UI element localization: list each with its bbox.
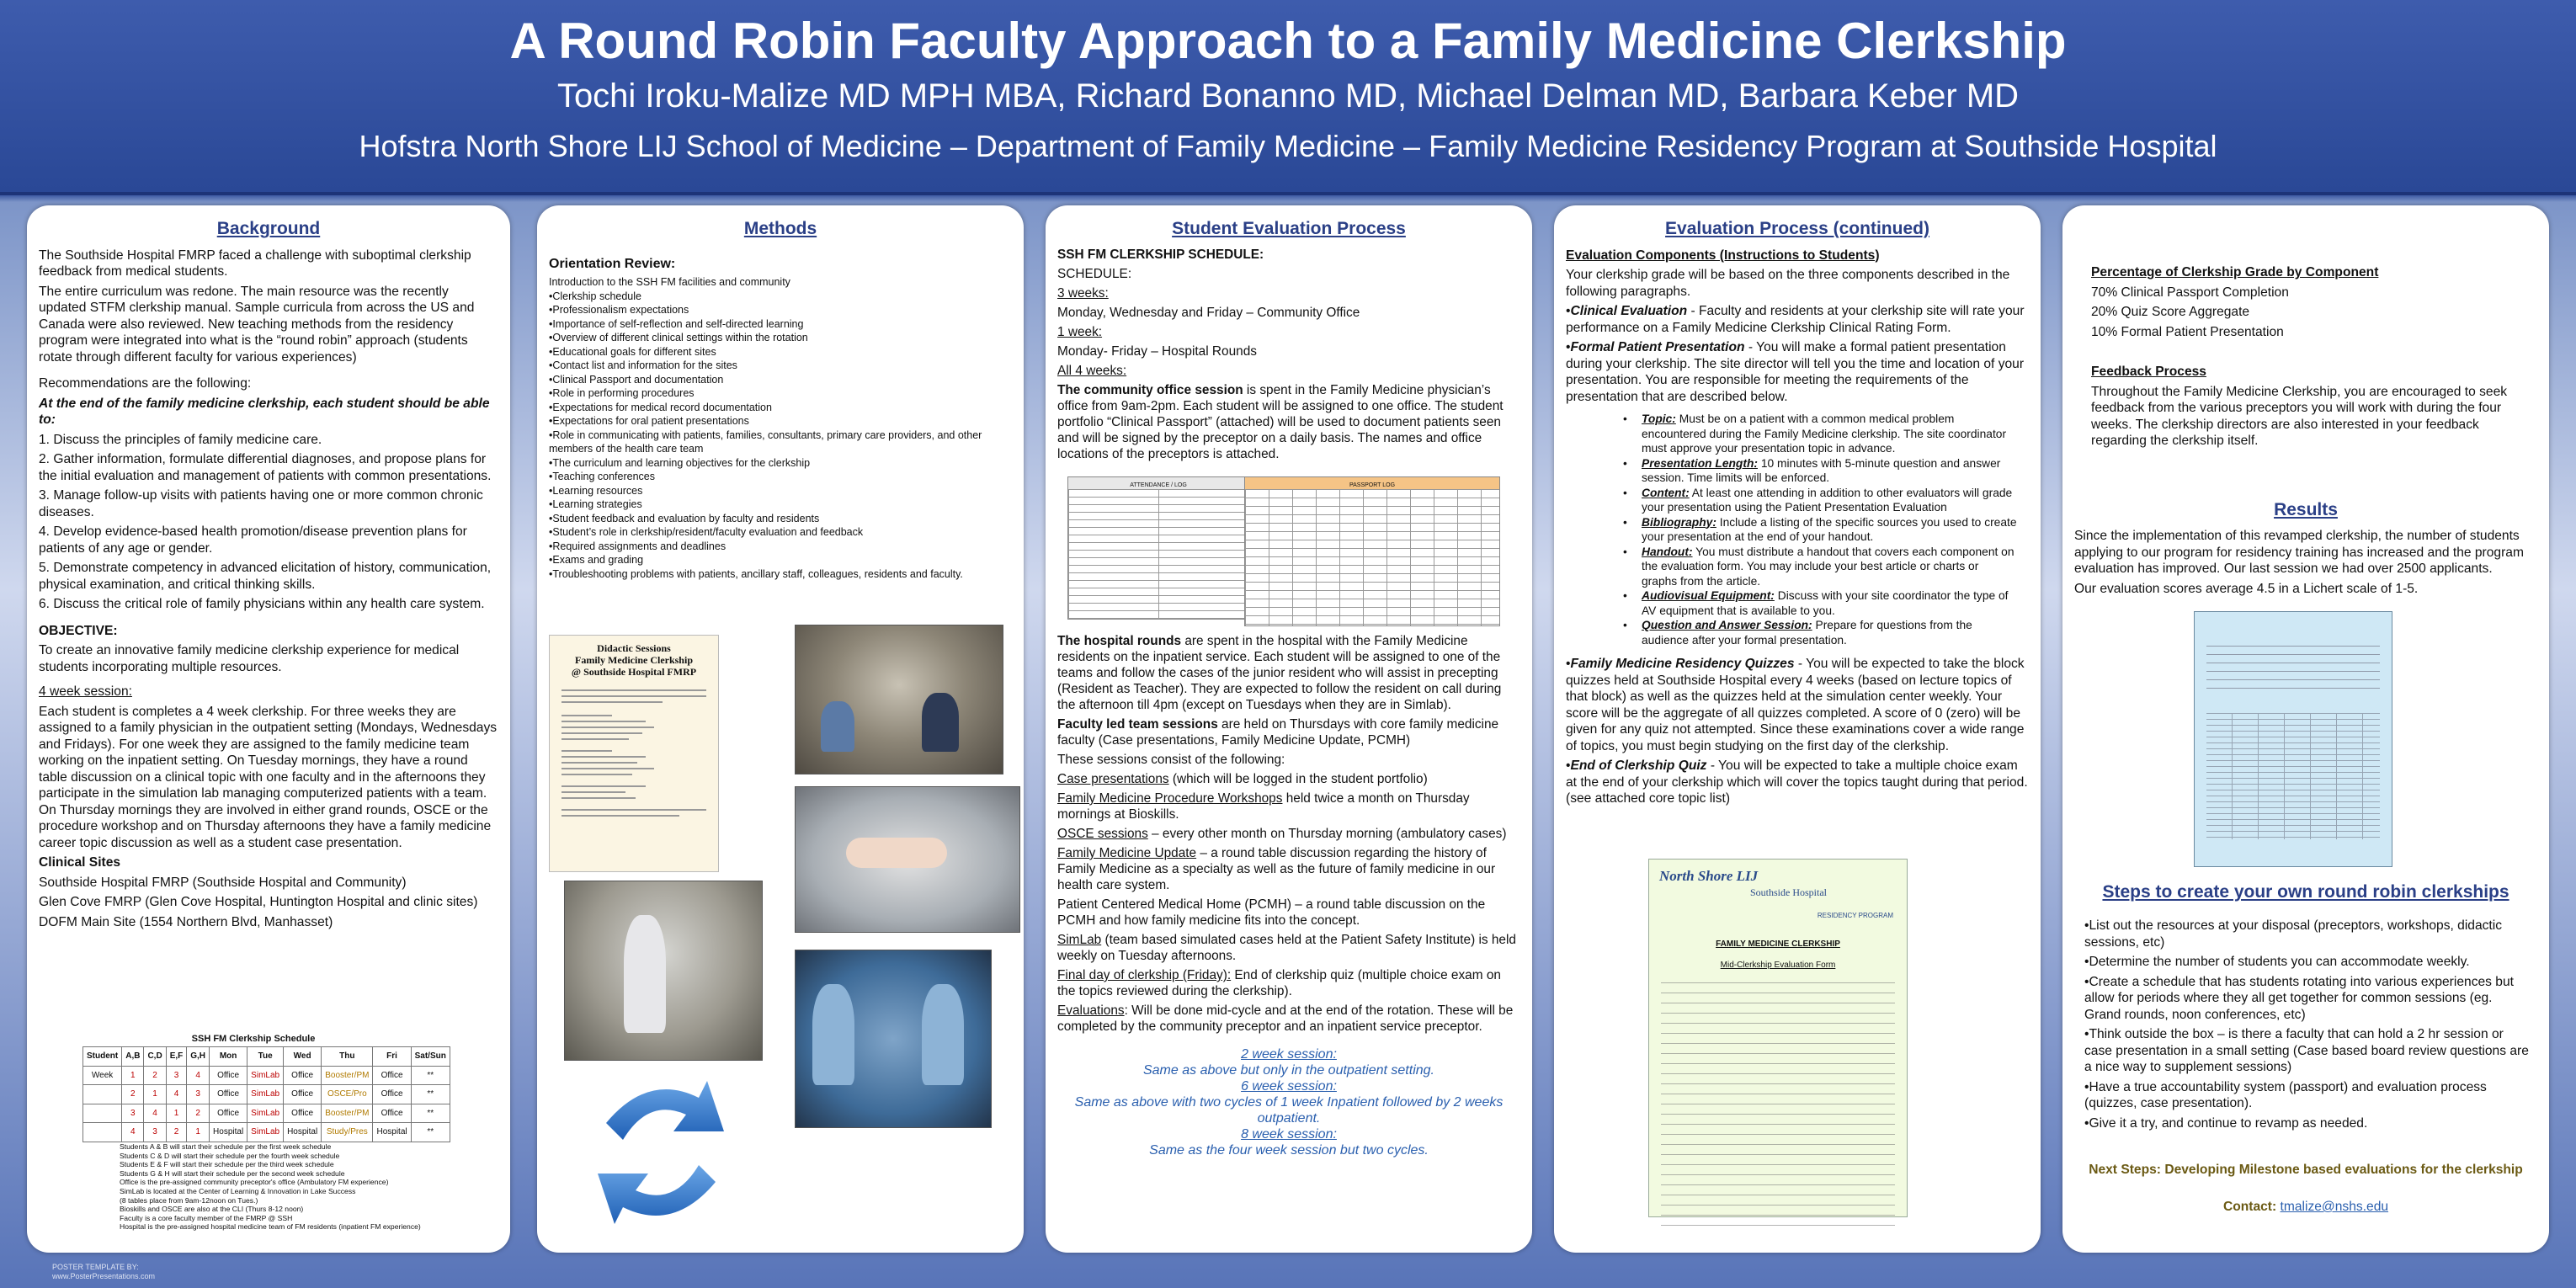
schedule-cell: **	[411, 1085, 450, 1104]
fm-update	[1057, 845, 1520, 893]
final-day	[1057, 967, 1520, 999]
site-item: Glen Cove FMRP (Glen Cove Hospital, Huntington Hospital and clinic sites)	[39, 895, 478, 909]
community-bold: The community office session	[1057, 383, 1243, 397]
form-brand: North Shore LIJ	[1659, 868, 1759, 884]
attendance-sheet-image	[1067, 476, 1249, 620]
requirement-item	[1642, 515, 2017, 545]
schedule-col: Student	[83, 1047, 122, 1067]
simlab-text: (team based simulated cases held at the Patient Safety Institute) is held weekly on Tuesday afternoons.	[1057, 933, 1516, 963]
schedule-cell: **	[411, 1066, 450, 1085]
requirement-text: At least one attending in addition to other evaluators will grade your presentation using the Patient Presentation Evaluation	[1642, 486, 2013, 514]
schedule-col: Sat/Sun	[411, 1047, 450, 1067]
didactic-sessions-document	[549, 635, 719, 872]
schedule-row	[83, 1104, 450, 1123]
requirement-item	[1642, 412, 2017, 456]
orientation-item: •Role in performing procedures	[549, 387, 695, 399]
sheet2-title: PASSPORT LOG	[1245, 477, 1499, 489]
requirement-label: Bibliography:	[1642, 515, 1716, 529]
quiz-label: Family Medicine Residency Quizzes	[1570, 657, 1795, 671]
quiz-text: - You will be expected to take the block quizzes held at Southside Hospital every 4 weeks (based on lecture topics of that block) as well as the quizzes held at the simulation center weekly. Your score will be the aggregate of all quizzes completed. A score of 0 (zero) will be given for any quiz not attempted. Since these examinations cover a wide range of topics, you must begin studying on the first day of the clerkship.	[1566, 657, 2025, 753]
eight-week-text: Same as the four week session but two cycles.	[1149, 1143, 1429, 1158]
rec-item: 6. Discuss the critical role of family physicians within any health care system.	[39, 597, 485, 611]
clinical-text: - Faculty and residents at your clerkship site will rate your performance on a Family Medicine Clerkship Clinical Rating Form.	[1566, 304, 2025, 335]
evaluation-summary-image	[2194, 611, 2392, 867]
results-text: Since the implementation of this revamped clerkship, the number of students applying to our program for residency training has increased and the program evaluation has improved. Our last session we had over 2500 applicants.	[2074, 529, 2524, 576]
schedule-cell: 4	[166, 1085, 187, 1104]
background-p2: The entire curriculum was redone. The main resource was the recently updated STFM clerkship manual. Sample curricula from across the US and Canada were also reviewed. New teaching methods from the residency program were integrated into what is the “round robin” approach (students rotate through different faculty for various experiences)	[39, 284, 475, 365]
hospital-bold: The hospital rounds	[1057, 634, 1182, 648]
orientation-heading: Orientation Review:	[549, 256, 676, 271]
results-panel	[2062, 205, 2549, 1253]
schedule-cell: 1	[144, 1085, 166, 1104]
schedule-cell: 1	[166, 1104, 187, 1123]
schedule-cell: 3	[144, 1123, 166, 1142]
final-text: End of clerkship quiz (multiple choice exam on the topics reviewed during the clerkship).	[1057, 968, 1501, 998]
eval-cont-heading: Evaluation Process (continued)	[1665, 219, 1929, 238]
end-quiz-label: End of Clerkship Quiz	[1570, 758, 1707, 773]
results-heading: Results	[2274, 499, 2338, 519]
faculty-sessions	[1057, 716, 1520, 748]
sheet1-title: ATTENDANCE / LOG	[1068, 477, 1248, 489]
mid-clerkship-evaluation-form	[1648, 859, 1908, 1217]
schedule-note: Bioskills and OSCE are also at the CLI (Thurs 8-12 noon)	[120, 1205, 304, 1214]
simulation-lab-photo	[795, 786, 1020, 933]
requirement-item	[1642, 456, 2017, 486]
case-text: (which will be logged in the student portfolio)	[1168, 772, 1428, 786]
two-week-heading: 2 week session:	[1241, 1047, 1337, 1062]
grade-components	[2091, 264, 2537, 450]
schedule-cell: **	[411, 1123, 450, 1142]
orientation-item: •Expectations for medical record documentation	[549, 401, 772, 413]
schedule-table	[82, 1046, 450, 1142]
site-item: DOFM Main Site (1554 Northern Blvd, Manhasset)	[39, 914, 333, 929]
rec-item: 4. Develop evidence-based health promotion/disease prevention plans for patients of any age or gender.	[39, 524, 467, 556]
contact-label: Contact:	[2222, 1200, 2281, 1214]
requirement-label: Question and Answer Session:	[1642, 619, 1812, 631]
form-program: RESIDENCY PROGRAM	[1817, 912, 1893, 919]
step-item: •Create a schedule that has students rotating into various experiences but allow for periods where they all get together for common sessions (eg. Grand rounds, noon conferences, etc)	[2084, 974, 2514, 1022]
clerkship-schedule-heading: SSH FM CLERKSHIP SCHEDULE:	[1057, 247, 1264, 262]
hospital-rounds	[1057, 633, 1520, 713]
two-week-text: Same as above but only in the outpatient setting.	[1142, 1063, 1434, 1078]
eight-week-heading: 8 week session:	[1241, 1127, 1337, 1142]
form-brand2: Southside Hospital	[1750, 886, 1828, 898]
final-label: Final day of clerkship (Friday):	[1057, 968, 1232, 982]
didactic-title: Didactic Sessions	[597, 642, 671, 654]
form-subtitle: Mid-Clerkship Evaluation Form	[1720, 961, 1836, 970]
rec-item: 3. Manage follow-up visits with patients having one or more common chronic diseases.	[39, 488, 483, 519]
osce-label: OSCE sessions	[1057, 827, 1148, 841]
procedure-workshop-photo	[795, 950, 992, 1128]
formal-text: - You will make a formal patient presentation during your clerkship. The site director will tell you the time and location of your presentation. You are responsible for meeting the requirements of the presentation that are described below.	[1566, 340, 2025, 404]
schedule-cell: 1	[187, 1123, 210, 1142]
schedule-cell: 2	[166, 1123, 187, 1142]
didactic-sub2: @ Southside Hospital FMRP	[571, 666, 697, 678]
schedule-col: G,H	[187, 1047, 210, 1067]
update-label: Family Medicine Update	[1057, 846, 1197, 860]
schedule-col: A,B	[122, 1047, 144, 1067]
schedule-note: Faculty is a core faculty member of the FMRP @ SSH	[120, 1213, 293, 1222]
orientation-item: •Exams and grading	[549, 554, 644, 566]
requirement-text: You must distribute a handout that covers each component on the evaluation form. You may include your best article or charts or graphs from the article.	[1642, 545, 2014, 588]
schedule-figure	[82, 1033, 446, 1243]
contact-line	[2074, 1199, 2537, 1216]
clinical-evaluation: •Clinical Evaluation - Faculty and residents at your clerkship site will rate your performance on a Family Medicine Clerkship Clinical Rating Form.	[1566, 304, 2025, 335]
components-intro: Your clerkship grade will be based on the three components described in the following paragraphs.	[1566, 268, 2010, 299]
orientation-item: •Role in communicating with patients, families, consultants, primary care providers, and other members of the health care team	[549, 428, 982, 455]
student-eval-body	[1057, 633, 1520, 1158]
orientation-item: •Troubleshooting problems with patients, ancillary staff, colleagues, residents and faculty.	[549, 567, 963, 580]
rec-item: 5. Demonstrate competency in advanced elicitation of history, communication, physical examination, and critical thinking skills.	[39, 561, 492, 592]
six-week-text: Same as above with two cycles of 1 week Inpatient followed by 2 weeks outpatient.	[1074, 1095, 1504, 1126]
schedule-row	[83, 1066, 450, 1085]
bedside-photo	[564, 881, 763, 1061]
schedule-col: C,D	[144, 1047, 166, 1067]
schedule-cell: **	[411, 1104, 450, 1123]
schedule-cell: Office	[284, 1085, 322, 1104]
schedule-cell: Study/Pres	[322, 1123, 373, 1142]
step-item: •Give it a try, and continue to revamp as needed.	[2084, 1115, 2368, 1131]
evaluations-text: : Will be done mid-cycle and at the end of the rotation. These will be completed by the community preceptor and an inpatient service preceptor.	[1057, 1003, 1514, 1034]
orientation-item: •Student’s role in clerkship/resident/faculty evaluation and feedback	[549, 526, 864, 538]
schedule-note: SimLab is located at the Center of Learning & Innovation in Lake Success	[120, 1186, 356, 1195]
grade-components-heading: Percentage of Clerkship Grade by Component	[2091, 265, 2379, 279]
case-presentations	[1057, 771, 1520, 787]
round-robin-arrows-icon	[589, 1064, 732, 1241]
three-weeks-label: 3 weeks:	[1057, 286, 1109, 301]
schedule-cell: Office	[284, 1104, 322, 1123]
template-credit-line2: www.PosterPresentations.com	[52, 1272, 156, 1280]
all-weeks-label: All 4 weeks:	[1057, 364, 1127, 378]
orientation-item: •Clinical Passport and documentation	[549, 373, 724, 386]
session-heading: 4 week session:	[39, 684, 132, 699]
procedure-workshops	[1057, 790, 1520, 822]
components-heading: Evaluation Components (Instructions to Students)	[1566, 247, 1880, 263]
faculty-text: are held on Thursdays with core family medicine faculty (Case presentations, Family Medicine Update, PCMH)	[1057, 717, 1499, 748]
schedule-cell: SimLab	[247, 1104, 284, 1123]
grade-item: 20% Quiz Score Aggregate	[2091, 305, 2250, 319]
schedule-label: SCHEDULE:	[1057, 267, 1132, 281]
requirement-label: Presentation Length:	[1642, 456, 1758, 470]
schedule-cell: Office	[210, 1104, 247, 1123]
background-panel	[27, 205, 510, 1253]
schedule-header-row	[83, 1047, 450, 1067]
schedule-cell: SimLab	[247, 1085, 284, 1104]
orientation-item: •Contact list and information for the sites	[549, 359, 737, 371]
schedule-cell: SimLab	[247, 1123, 284, 1142]
requirement-label: Topic:	[1642, 412, 1676, 425]
site-item: Southside Hospital FMRP (Southside Hospital and Community)	[39, 875, 407, 890]
one-week-label: 1 week:	[1057, 325, 1103, 339]
objective-heading: OBJECTIVE:	[39, 623, 118, 638]
orientation-item: •Professionalism expectations	[549, 304, 689, 316]
orientation-item: •Importance of self-reflection and self-directed learning	[549, 317, 804, 330]
schedule-cell: 4	[187, 1066, 210, 1085]
conference-room-photo	[795, 625, 1003, 774]
methods-panel	[537, 205, 1024, 1253]
didactic-sub1: Family Medicine Clerkship	[575, 654, 693, 666]
schedule-cell	[83, 1085, 122, 1104]
requirement-item	[1642, 486, 2017, 515]
requirement-label: Content:	[1642, 486, 1690, 499]
requirement-text: Prepare for questions from the audience after your formal presentation.	[1642, 619, 1972, 647]
poster-title: A Round Robin Faculty Approach to a Family Medicine Clerkship	[509, 13, 2067, 69]
orientation-item: •Educational goals for different sites	[549, 345, 716, 358]
requirement-text: Include a listing of the specific sources you used to create your presentation at the end of your handout.	[1642, 515, 2017, 543]
orientation-item: •Clerkship schedule	[549, 290, 641, 302]
orientation-item: •Required assignments and deadlines	[549, 540, 726, 552]
pcmh-text: Patient Centered Medical Home (PCMH) – a round table discussion on the PCMH and how family medicine fits into the concept.	[1057, 897, 1486, 928]
osce-sessions	[1057, 826, 1520, 842]
template-credit	[52, 1263, 155, 1281]
orientation-item: •The curriculum and learning objectives for the clerkship	[549, 456, 811, 469]
schedule-note: Students C & D will start their schedule per the fourth week schedule	[120, 1151, 340, 1160]
simlab-label: SimLab	[1057, 933, 1102, 947]
schedule-cell: 4	[122, 1123, 144, 1142]
schedule-col: Thu	[322, 1047, 373, 1067]
community-session	[1057, 382, 1520, 462]
hospital-text: are spent in the hospital with the Family Medicine residents on the inpatient service. Each student will be assigned to one of the teams and follow the cases of the junior resident who will assist in precepting (Resident as Teacher). They are expected to follow the resident on call during the afternoon till 4pm (except on Tuesdays when they are in Simlab).	[1057, 634, 1502, 712]
schedule-cell: 3	[187, 1085, 210, 1104]
requirement-item	[1642, 588, 2017, 618]
contact-email-link[interactable]: tmalize@nshs.edu	[2280, 1200, 2389, 1214]
end-quiz-text: - You will be expected to take a multiple choice exam at the end of your clerkship which will cover the topics taught during that period. (see attached core topic list)	[1566, 758, 2028, 806]
schedule-cell: 3	[166, 1066, 187, 1085]
schedule-cell: 1	[122, 1066, 144, 1085]
schedule-cell: Office	[373, 1104, 411, 1123]
workshops-text: held twice a month on Thursday mornings at Bioskills.	[1057, 791, 1470, 822]
schedule-cell: Hospital	[284, 1123, 322, 1142]
schedule-col: E,F	[166, 1047, 187, 1067]
next-steps: Next Steps: Developing Milestone based evaluations for the clerkship	[2089, 1163, 2523, 1177]
rec-intro: Recommendations are the following:	[39, 376, 252, 391]
step-item: •Determine the number of students you can accommodate weekly.	[2084, 955, 2470, 969]
rec-lead: At the end of the family medicine clerkship, each student should be able to:	[39, 396, 490, 427]
schedule-cell: 2	[144, 1066, 166, 1085]
schedule-cell: Office	[284, 1066, 322, 1085]
schedule-cell	[83, 1123, 122, 1142]
steps-heading: Steps to create your own round robin clerkships	[2102, 882, 2509, 902]
objective-text: To create an innovative family medicine clerkship experience for medical students incorporating multiple resources.	[39, 643, 460, 674]
schedule-cell: 4	[144, 1104, 166, 1123]
session-variants	[1057, 1046, 1520, 1158]
update-text: – a round table discussion regarding the history of Family Medicine as a specialty as well as the future of family medicine in our health care system.	[1057, 846, 1496, 892]
clinical-label: Clinical Evaluation	[1570, 304, 1688, 318]
sites-heading: Clinical Sites	[39, 855, 121, 870]
poster-authors: Tochi Iroku-Malize MD MPH MBA, Richard Bonanno MD, Michael Delman MD, Barbara Keber MD	[556, 77, 2020, 114]
background-p1: The Southside Hospital FMRP faced a challenge with suboptimal clerkship feedback from medical students.	[39, 247, 471, 279]
orientation-item: •Learning strategies	[549, 498, 642, 510]
step-item: •Have a true accountability system (passport) and evaluation process (quizzes, case presentation).	[2084, 1079, 2487, 1110]
schedule-col: Tue	[247, 1047, 284, 1067]
schedule-cell: Office	[373, 1066, 411, 1085]
schedule-note: Hospital is the pre-assigned hospital medicine team of FM residents (inpatient FM experience)	[120, 1222, 421, 1232]
schedule-cell: Booster/PM	[322, 1104, 373, 1123]
student-eval-heading: Student Evaluation Process	[1172, 219, 1406, 238]
schedule-cell: Hospital	[373, 1123, 411, 1142]
sessions-consist: These sessions consist of the following:	[1057, 753, 1285, 767]
evaluation-continued-panel	[1554, 205, 2041, 1253]
schedule-cell: Hospital	[210, 1123, 247, 1142]
schedule-note: Office is the pre-assigned community preceptor's office (Ambulatory FM experience)	[120, 1178, 389, 1187]
schedule-cell: Office	[210, 1066, 247, 1085]
evaluations-label: Evaluations	[1057, 1003, 1125, 1018]
rec-item: 2. Gather information, formulate differential diagnoses, and propose plans for the initial evaluation and management of patients with common presentations.	[39, 452, 492, 483]
requirement-text: 10 minutes with 5-minute question and answer session. Time limits will be enforced.	[1642, 456, 2001, 484]
poster-header	[0, 0, 2576, 195]
one-week-text: Monday- Friday – Hospital Rounds	[1057, 344, 1257, 359]
requirement-text: Discuss with your site coordinator the type of AV equipment that is available to you.	[1642, 589, 2009, 617]
schedule-cell: Office	[373, 1085, 411, 1104]
formal-label: Formal Patient Presentation	[1570, 340, 1745, 354]
schedule-cell: 2	[122, 1085, 144, 1104]
schedule-cell	[83, 1104, 122, 1123]
schedule-title: SSH FM Clerkship Schedule	[191, 1034, 316, 1044]
requirement-text: Must be on a patient with a common medical problem encountered during the Family Medicine clerkship. The site coordinator must approve your presentation topic in advance.	[1642, 412, 2007, 455]
template-credit-line1: POSTER TEMPLATE BY:	[52, 1263, 139, 1271]
poster-affiliation: Hofstra North Shore LIJ School of Medicine – Department of Family Medicine – Family Medicine Residency Program at Southside Hospital	[359, 129, 2217, 163]
faculty-bold: Faculty led team sessions	[1057, 717, 1218, 732]
schedule-cell: Week	[83, 1066, 122, 1085]
simlab	[1057, 932, 1520, 964]
workshops-label: Family Medicine Procedure Workshops	[1057, 791, 1283, 806]
schedule-row	[83, 1123, 450, 1142]
passport-log-image	[1244, 476, 1500, 626]
schedule-cell: 2	[187, 1104, 210, 1123]
methods-heading: Methods	[743, 219, 817, 238]
steps-list	[2084, 918, 2532, 1135]
presentation-requirements	[1566, 412, 2017, 647]
case-label: Case presentations	[1057, 772, 1169, 786]
schedule-cell: 3	[122, 1104, 144, 1123]
schedule-cell: OSCE/Pro	[322, 1085, 373, 1104]
schedule-cell: Office	[210, 1085, 247, 1104]
requirement-label: Handout:	[1642, 545, 1693, 558]
schedule-row	[83, 1085, 450, 1104]
student-evaluation-panel	[1046, 205, 1532, 1253]
evaluations	[1057, 1003, 1520, 1035]
six-week-heading: 6 week session:	[1241, 1079, 1337, 1094]
osce-text: – every other month on Thursday morning (ambulatory cases)	[1147, 827, 1507, 841]
background-heading: Background	[216, 219, 321, 238]
orientation-item: •Learning resources	[549, 484, 643, 497]
requirement-item	[1642, 545, 2017, 589]
community-text: is spent in the Family Medicine physician’s office from 9am-2pm. Each student will be assigned to one office. The student portfolio “Clinical Passport” (attached) will be used to document patients seen and will be signed by the preceptor on a daily basis. The names and office locations of the preceptors is attached.	[1057, 383, 1504, 461]
feedback-text: Throughout the Family Medicine Clerkship, you are encouraged to seek feedback from the various preceptors you will work with during the four weeks. The clerkship directors are also interested in your feedback regarding the clerkship itself.	[2091, 384, 2508, 448]
schedule-note: (8 tables place from 9am-12noon on Tues.)	[120, 1195, 258, 1205]
requirement-item	[1642, 618, 2017, 647]
form-title: FAMILY MEDICINE CLERKSHIP	[1716, 939, 1840, 949]
schedule-note: Students E & F will start their schedule per the third week schedule	[120, 1160, 334, 1169]
orientation-item: •Expectations for oral patient presentations	[549, 415, 749, 427]
schedule-col: Wed	[284, 1047, 322, 1067]
schedule-col: Mon	[210, 1047, 247, 1067]
grade-item: 70% Clinical Passport Completion	[2091, 285, 2289, 300]
requirement-label: Audiovisual Equipment:	[1642, 589, 1775, 602]
rec-item: 1. Discuss the principles of family medicine care.	[39, 432, 322, 447]
step-item: •List out the resources at your disposal (preceptors, workshops, didactic sessions, etc)	[2084, 918, 2503, 950]
schedule-note: Students G & H will start their schedule per the second week schedule	[120, 1168, 345, 1178]
grade-item: 10% Formal Patient Presentation	[2091, 324, 2284, 339]
three-weeks-text: Monday, Wednesday and Friday – Community Office	[1057, 306, 1360, 320]
schedule-col: Fri	[373, 1047, 411, 1067]
schedule-cell: Booster/PM	[322, 1066, 373, 1085]
feedback-heading: Feedback Process	[2091, 365, 2206, 379]
orientation-item: •Overview of different clinical settings within the rotation	[549, 332, 808, 343]
formal-presentation: •Formal Patient Presentation - You will make a formal patient presentation during your clerkship. The site director will tell you the time and location of your presentation. You are responsible for meeting the requirements of the presentation that are described below.	[1566, 340, 2025, 404]
orientation-list	[549, 275, 1012, 581]
orientation-item: •Teaching conferences	[549, 471, 655, 482]
end-of-clerkship-quiz: •End of Clerkship Quiz - You will be expected to take a multiple choice exam at the end of your clerkship which will cover the topics taught during that period. (see attached core topic list)	[1566, 758, 2028, 806]
orientation-item: •Student feedback and evaluation by faculty and residents	[549, 512, 820, 524]
schedule-note: Students A & B will start their schedule per the first week schedule	[120, 1142, 332, 1151]
results-score: Our evaluation scores average 4.5 in a Lichert scale of 1-5.	[2074, 581, 2419, 596]
orientation-item: Introduction to the SSH FM facilities and community	[549, 276, 790, 288]
schedule-notes	[120, 1142, 421, 1232]
step-item: •Think outside the box – is there a faculty that can hold a 2 hr session or case presentation in a small setting (Case based board review questions are a nice way to supplement sessions)	[2084, 1027, 2529, 1074]
session-text: Each student is completes a 4 week clerkship. For three weeks they are assigned to a family physician in the outpatient setting (Mondays, Wednesdays and Fridays). For one week they are assigned to the family medicine team working on the inpatient setting. On Tuesday mornings, they have a round table discussion on a clinical topic with one faculty and in the afternoons they participate in the simulation lab managing computerized patients with a team. On Thursday mornings they are involved in either grand rounds, OSCE or the procedure workshop and on Thursday afternoons they have a family medicine career topic discussion as well as a student case presentation.	[39, 704, 498, 850]
residency-quizzes: •Family Medicine Residency Quizzes - You will be expected to take the block quizzes held at Southside Hospital every 4 weeks (based on lecture topics of that block) as well as the quizzes held at the simulation center weekly. Your score will be the aggregate of all quizzes completed. A score of 0 (zero) will be given for any quiz not attempted. Since these examinations cover a wide range of topics, you must begin studying on the first day of the clerkship.	[1566, 657, 2025, 753]
schedule-cell: SimLab	[247, 1066, 284, 1085]
